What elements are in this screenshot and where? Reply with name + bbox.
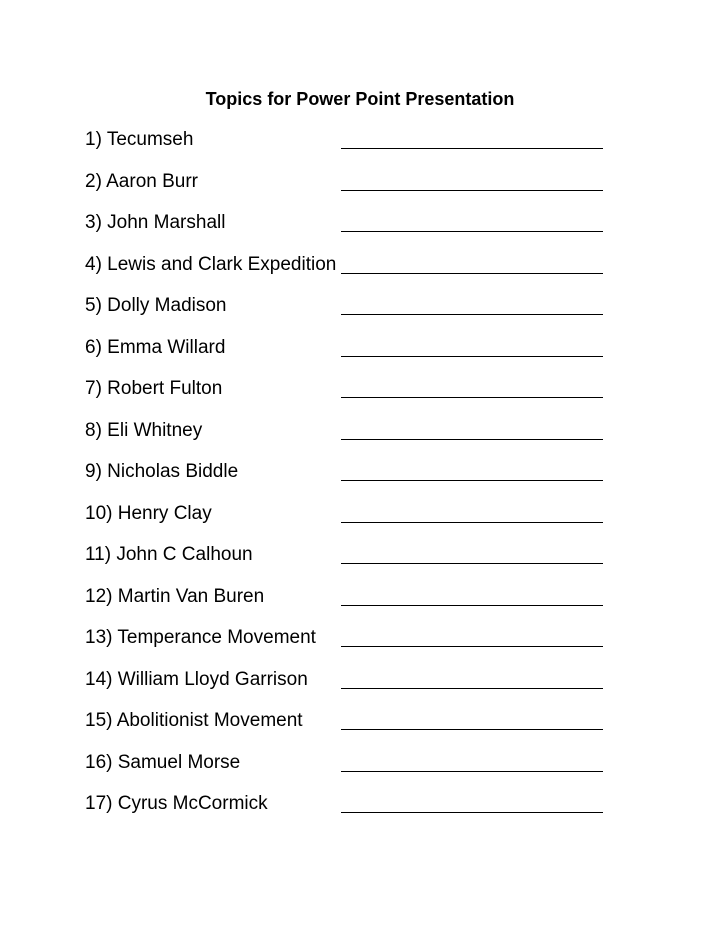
answer-blank-line [341,812,603,813]
topic-row [85,502,645,544]
topic-row [85,460,645,502]
topic-row [85,128,645,170]
topic-row [85,211,645,253]
topic-row [85,419,645,461]
answer-blank-line [341,439,603,440]
answer-blank-line [341,148,603,149]
answer-blank-line [341,688,603,689]
topic-row [85,626,645,668]
topic-row [85,668,645,710]
answer-blank-line [341,563,603,564]
topic-label: 7) Robert Fulton [85,378,223,399]
answer-blank-line [341,314,603,315]
topic-row [85,170,645,212]
topic-row [85,543,645,585]
topic-label: 5) Dolly Madison [85,295,227,316]
page-title: Topics for Power Point Presentation [205,89,515,109]
topic-label: 2) Aaron Burr [85,170,198,192]
topic-label: 15) Abolitionist Movement [85,710,303,731]
topic-label: 13) Temperance Movement [85,627,316,648]
topic-label: 4) Lewis and Clark Expedition [85,253,337,275]
answer-blank-line [341,273,603,274]
topic-label: 6) Emma Willard [85,336,226,358]
topic-row [85,709,645,751]
topic-list [85,128,645,834]
topic-label: 1) Tecumseh [85,129,194,150]
answer-blank-line [341,729,603,730]
topic-label: 9) Nicholas Biddle [85,461,239,482]
topic-row [85,294,645,336]
topic-row [85,253,645,295]
answer-blank-line [341,480,603,481]
answer-blank-line [341,397,603,398]
topic-label: 16) Samuel Morse [85,751,241,773]
answer-blank-line [341,522,603,523]
topic-label: 3) John Marshall [85,212,226,233]
topic-row [85,792,645,834]
topic-row [85,377,645,419]
answer-blank-line [341,190,603,191]
topic-label: 11) John C Calhoun [85,544,253,565]
answer-blank-line [341,646,603,647]
topic-row [85,336,645,378]
topic-label: 14) William Lloyd Garrison [85,668,308,690]
topic-label: 10) Henry Clay [85,502,212,524]
topic-label: 12) Martin Van Buren [85,585,265,607]
answer-blank-line [341,231,603,232]
topic-row [85,585,645,627]
answer-blank-line [341,356,603,357]
answer-blank-line [341,771,603,772]
answer-blank-line [341,605,603,606]
topic-label: 8) Eli Whitney [85,419,203,441]
topic-label: 17) Cyrus McCormick [85,793,268,814]
topic-row [85,751,645,793]
